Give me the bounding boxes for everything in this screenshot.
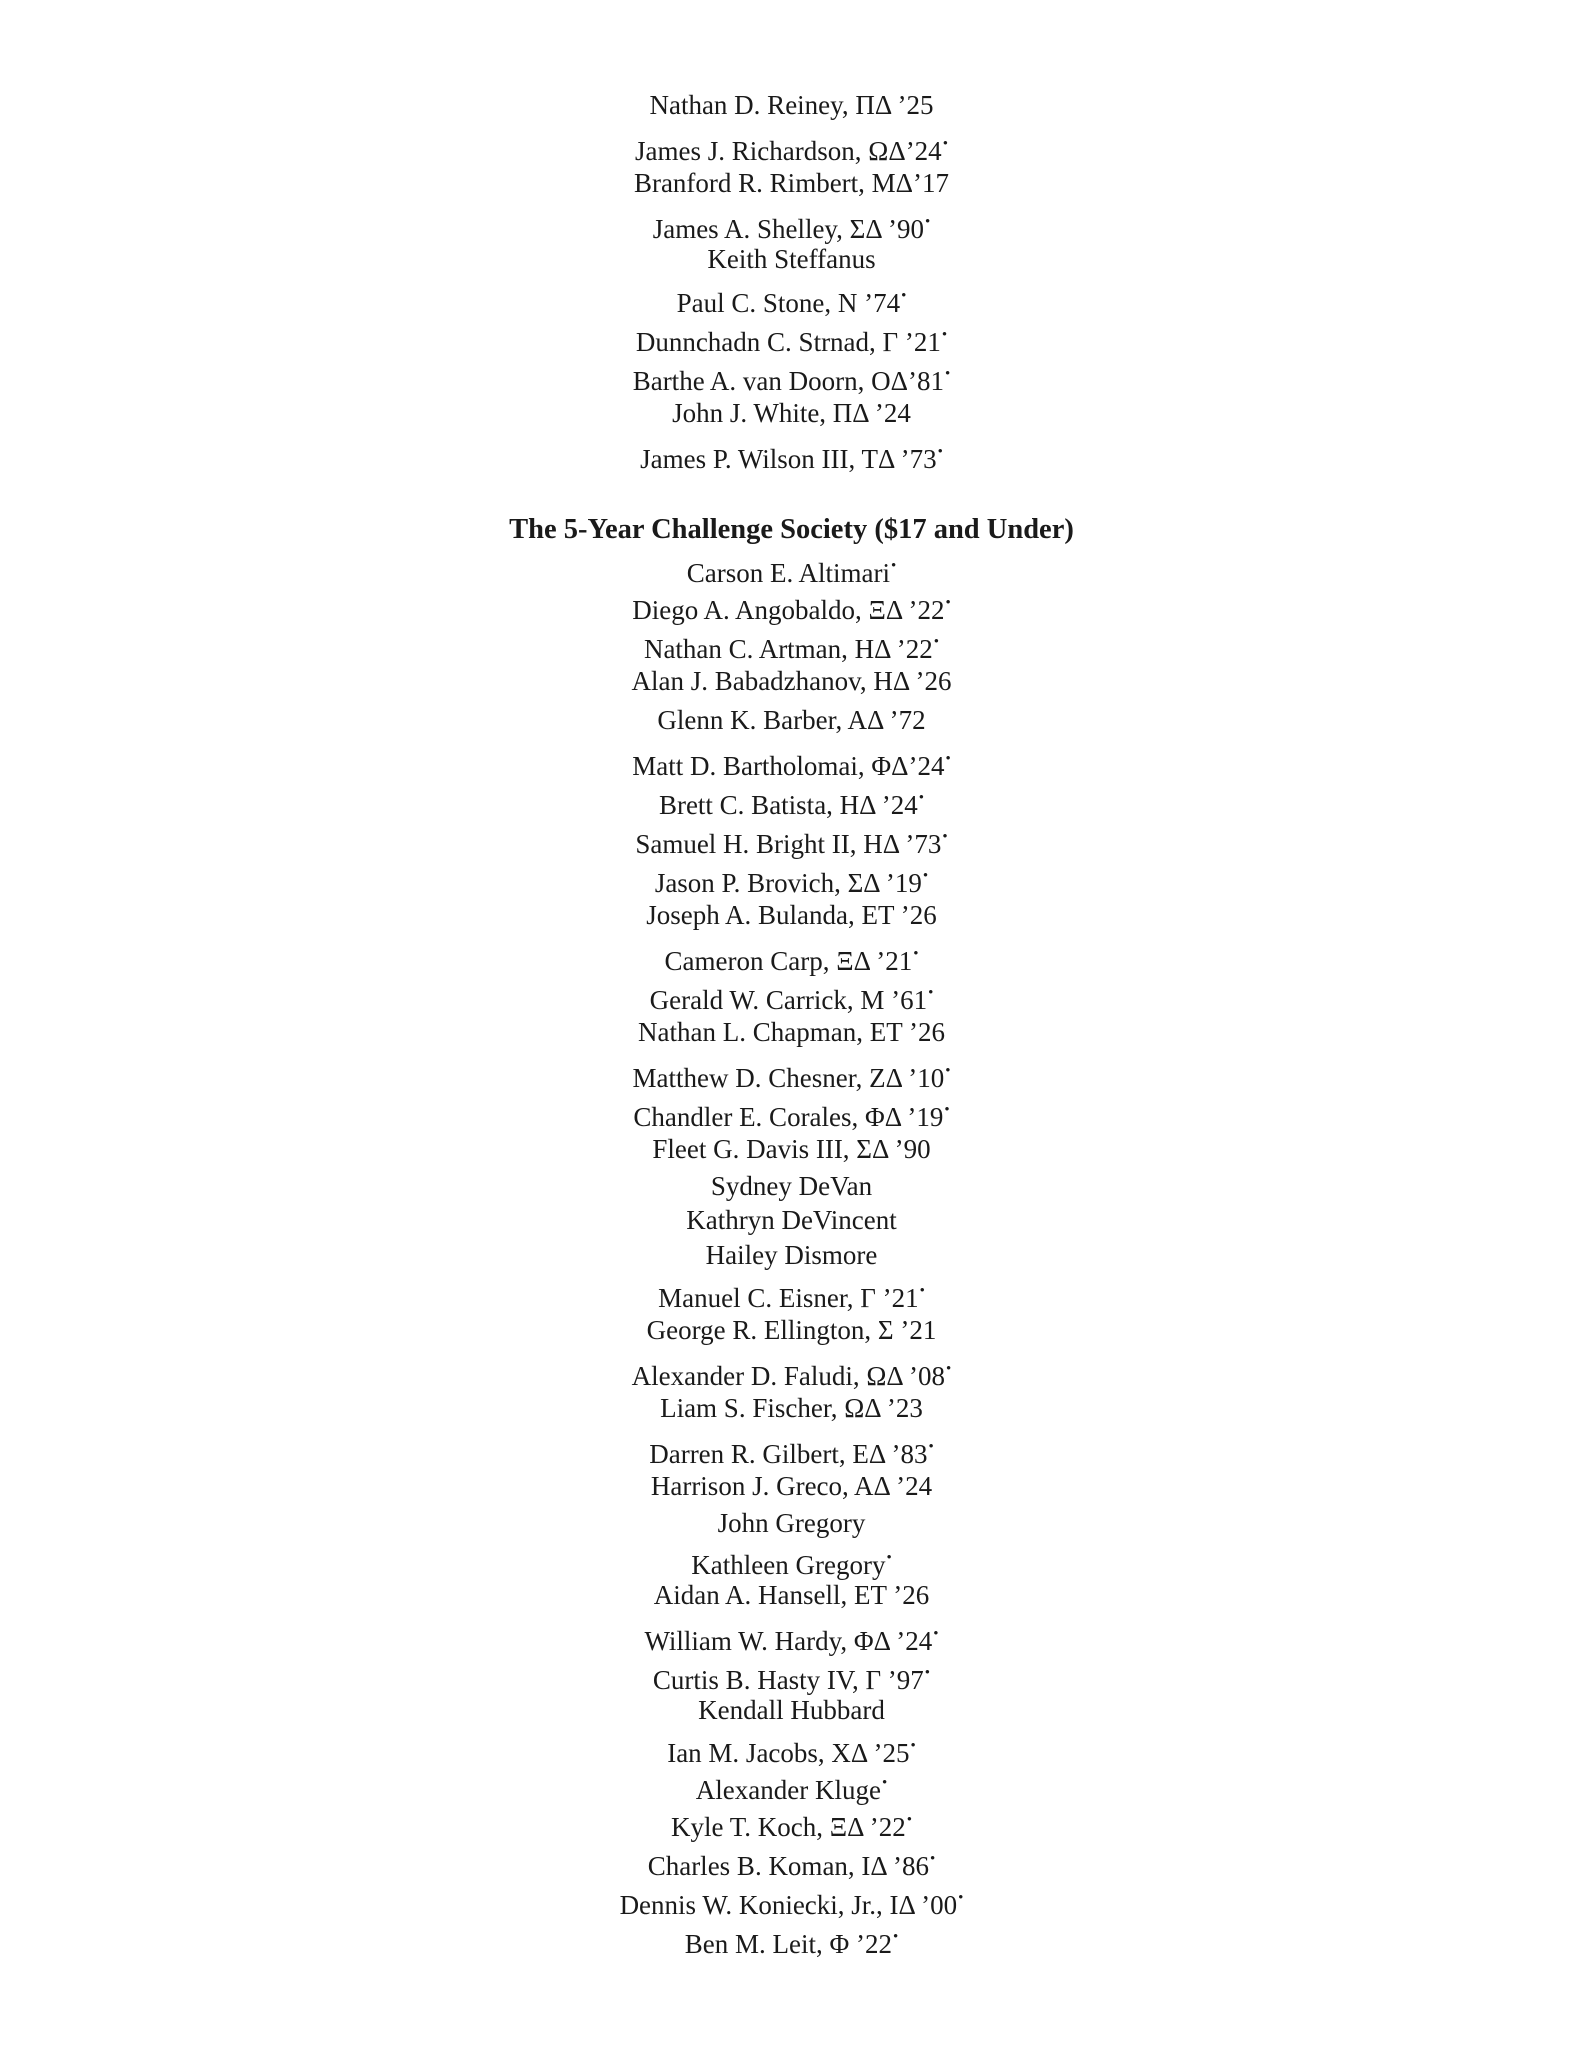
society-member-item	[0, 1428, 1583, 1470]
section-heading: The 5-Year Challenge Society ($17 and Under)	[509, 514, 1074, 545]
bullet-mark-icon: •	[945, 1062, 951, 1079]
bullet-mark-icon: •	[913, 945, 919, 962]
society-member-item	[0, 662, 1583, 701]
member-name: Nathan C. Artman, HΔ ’22	[643, 633, 933, 664]
society-member-item	[0, 1238, 1583, 1273]
society-member-item	[0, 1169, 1583, 1204]
society-member-item	[0, 779, 1583, 818]
bullet-mark-icon: •	[930, 1850, 936, 1867]
bullet-mark-icon: •	[937, 443, 943, 460]
member-name: Matt D. Bartholomai, ΦΔ’24	[632, 750, 945, 781]
member-name: Sydney DeVan	[710, 1170, 873, 1201]
member-name: John Gregory	[717, 1508, 866, 1539]
member-name: Carson E. Altimari	[686, 558, 890, 588]
member-name: Diego A. Angobaldo, ΞΔ ’22	[632, 594, 945, 625]
society-member-item	[0, 1052, 1583, 1091]
donor-list-item	[0, 125, 1583, 164]
society-member-item	[0, 896, 1583, 935]
society-member-item	[0, 1389, 1583, 1428]
bullet-mark-icon: •	[945, 594, 951, 611]
member-name: Barthe A. van Doorn, OΔ’81	[632, 365, 945, 396]
member-name: Matthew D. Chesner, ZΔ ’10	[632, 1062, 945, 1093]
member-name: Alexander Kluge	[695, 1775, 881, 1806]
member-name: Dunnchadn C. Strnad, Γ ’21	[635, 326, 941, 357]
member-name: Gerald W. Carrick, M ’61	[649, 984, 928, 1015]
society-member-item	[0, 1130, 1583, 1169]
society-member-item	[0, 1918, 1583, 1957]
bullet-mark-icon: •	[910, 1738, 916, 1755]
society-member-item	[0, 1506, 1583, 1541]
society-member-item	[0, 1013, 1583, 1052]
bullet-mark-icon: •	[941, 326, 948, 343]
society-member-item	[0, 1840, 1583, 1879]
society-member-item	[0, 1801, 1583, 1840]
society-member-item	[0, 1576, 1583, 1615]
member-name: Jason P. Brovich, ΣΔ ’19	[654, 867, 922, 898]
bullet-mark-icon: •	[906, 1811, 912, 1828]
bullet-mark-icon: •	[919, 1283, 925, 1300]
member-name: Manuel C. Eisner, Γ ’21	[658, 1283, 919, 1314]
society-member-item	[0, 1091, 1583, 1130]
society-member-item	[0, 818, 1583, 857]
member-name: Curtis B. Hasty IV, Γ ’97	[652, 1664, 924, 1695]
society-member-item	[0, 1879, 1583, 1918]
bullet-mark-icon: •	[944, 1101, 950, 1118]
member-name: Liam S. Fischer, ΩΔ ’23	[660, 1393, 923, 1424]
society-member-item	[0, 1311, 1583, 1350]
bullet-mark-icon: •	[928, 1439, 934, 1456]
society-member-item	[0, 1654, 1583, 1693]
member-name: James J. Richardson, ΩΔ’24	[635, 136, 942, 166]
member-name: George R. Ellington, Σ ’21	[646, 1315, 937, 1346]
society-member-item	[0, 974, 1583, 1013]
member-name: Harrison J. Greco, AΔ ’24	[650, 1471, 933, 1502]
bullet-mark-icon: •	[886, 1549, 892, 1566]
donor-list-item	[0, 394, 1583, 433]
bullet-mark-icon: •	[881, 1775, 888, 1792]
member-name: Ian M. Jacobs, XΔ ’25	[667, 1738, 910, 1769]
member-name: Kyle T. Koch, ΞΔ ’22	[671, 1811, 906, 1842]
member-name: Keith Steffanus	[707, 244, 876, 274]
member-name: Branford R. Rimbert, MΔ’17	[633, 168, 950, 198]
donor-list-item	[0, 242, 1583, 277]
donor-list-continued	[0, 86, 1583, 472]
member-name: Dennis W. Koniecki, Jr., IΔ ’00	[619, 1889, 958, 1920]
bullet-mark-icon: •	[942, 136, 948, 152]
bullet-mark-icon: •	[933, 1625, 939, 1642]
member-name: Ben M. Leit, Φ ’22	[684, 1928, 892, 1959]
society-member-item	[0, 1350, 1583, 1392]
donor-list-item	[0, 164, 1583, 203]
donor-list-item	[0, 203, 1583, 242]
bullet-mark-icon: •	[945, 750, 951, 767]
member-name: James A. Shelley, ΣΔ ’90	[652, 214, 925, 244]
member-name: William W. Hardy, ΦΔ ’24	[644, 1625, 933, 1656]
bullet-mark-icon: •	[918, 789, 925, 806]
society-member-item	[0, 623, 1583, 662]
member-name: Paul C. Stone, N ’74	[676, 287, 901, 318]
bullet-mark-icon: •	[901, 287, 907, 304]
bullet-mark-icon: •	[945, 365, 951, 382]
member-name: Fleet G. Davis III, ΣΔ ’90	[652, 1133, 931, 1164]
bullet-mark-icon: •	[924, 1664, 931, 1681]
society-member-item	[0, 1727, 1583, 1769]
bullet-mark-icon: •	[925, 214, 931, 230]
donor-list-item	[0, 277, 1583, 316]
society-member-list	[0, 549, 1583, 1957]
society-member-item	[0, 857, 1583, 896]
donor-list-item	[0, 355, 1583, 394]
society-member-item	[0, 549, 1583, 588]
society-member-item	[0, 584, 1583, 623]
member-name: Nathan L. Chapman, ET ’26	[638, 1016, 945, 1047]
donor-list-item	[0, 316, 1583, 355]
member-name: Charles B. Koman, IΔ ’86	[647, 1850, 930, 1881]
bullet-mark-icon: •	[928, 984, 934, 1001]
member-name: Glenn K. Barber, AΔ ’72	[657, 704, 926, 735]
donor-list-item	[0, 433, 1583, 472]
member-name: Nathan D. Reiney, ΠΔ ’25	[649, 90, 934, 120]
society-member-item	[0, 1203, 1583, 1238]
member-name: Joseph A. Bulanda, ET ’26	[646, 899, 937, 930]
member-name: John J. White, ΠΔ ’24	[672, 397, 911, 428]
society-member-item	[0, 1693, 1583, 1728]
member-name: Samuel H. Bright II, HΔ ’73	[635, 828, 942, 859]
member-name: Alan J. Babadzhanov, HΔ ’26	[631, 665, 952, 696]
member-name: Hailey Dismore	[705, 1239, 878, 1270]
member-name: James P. Wilson III, TΔ ’73	[640, 443, 937, 474]
society-member-item	[0, 701, 1583, 740]
member-name: Aidan A. Hansell, ET ’26	[653, 1579, 930, 1610]
bullet-mark-icon: •	[942, 828, 948, 845]
five-year-challenge-society-section	[0, 511, 1583, 1957]
member-name: Cameron Carp, ΞΔ ’21	[664, 945, 913, 976]
donor-list-item	[0, 86, 1583, 125]
member-name: Chandler E. Corales, ΦΔ ’19	[633, 1101, 944, 1132]
bullet-mark-icon: •	[958, 1889, 964, 1906]
member-name: Kathleen Gregory	[691, 1549, 886, 1580]
bullet-mark-icon: •	[890, 558, 897, 574]
bullet-mark-icon: •	[933, 633, 940, 650]
member-name: Kendall Hubbard	[698, 1694, 885, 1725]
member-name: Alexander D. Faludi, ΩΔ ’08	[631, 1361, 946, 1392]
society-member-item	[0, 935, 1583, 974]
member-name: Darren R. Gilbert, EΔ ’83	[649, 1439, 928, 1470]
bullet-mark-icon: •	[922, 867, 929, 884]
member-name: Kathryn DeVincent	[686, 1205, 897, 1236]
bullet-mark-icon: •	[892, 1928, 899, 1945]
society-member-item	[0, 740, 1583, 779]
society-member-item	[0, 1467, 1583, 1506]
society-member-item	[0, 1615, 1583, 1654]
bullet-mark-icon: •	[946, 1361, 952, 1378]
society-member-item	[0, 1272, 1583, 1314]
society-member-item	[0, 1541, 1583, 1580]
society-member-item	[0, 1766, 1583, 1806]
member-name: Brett C. Batista, HΔ ’24	[658, 789, 918, 820]
